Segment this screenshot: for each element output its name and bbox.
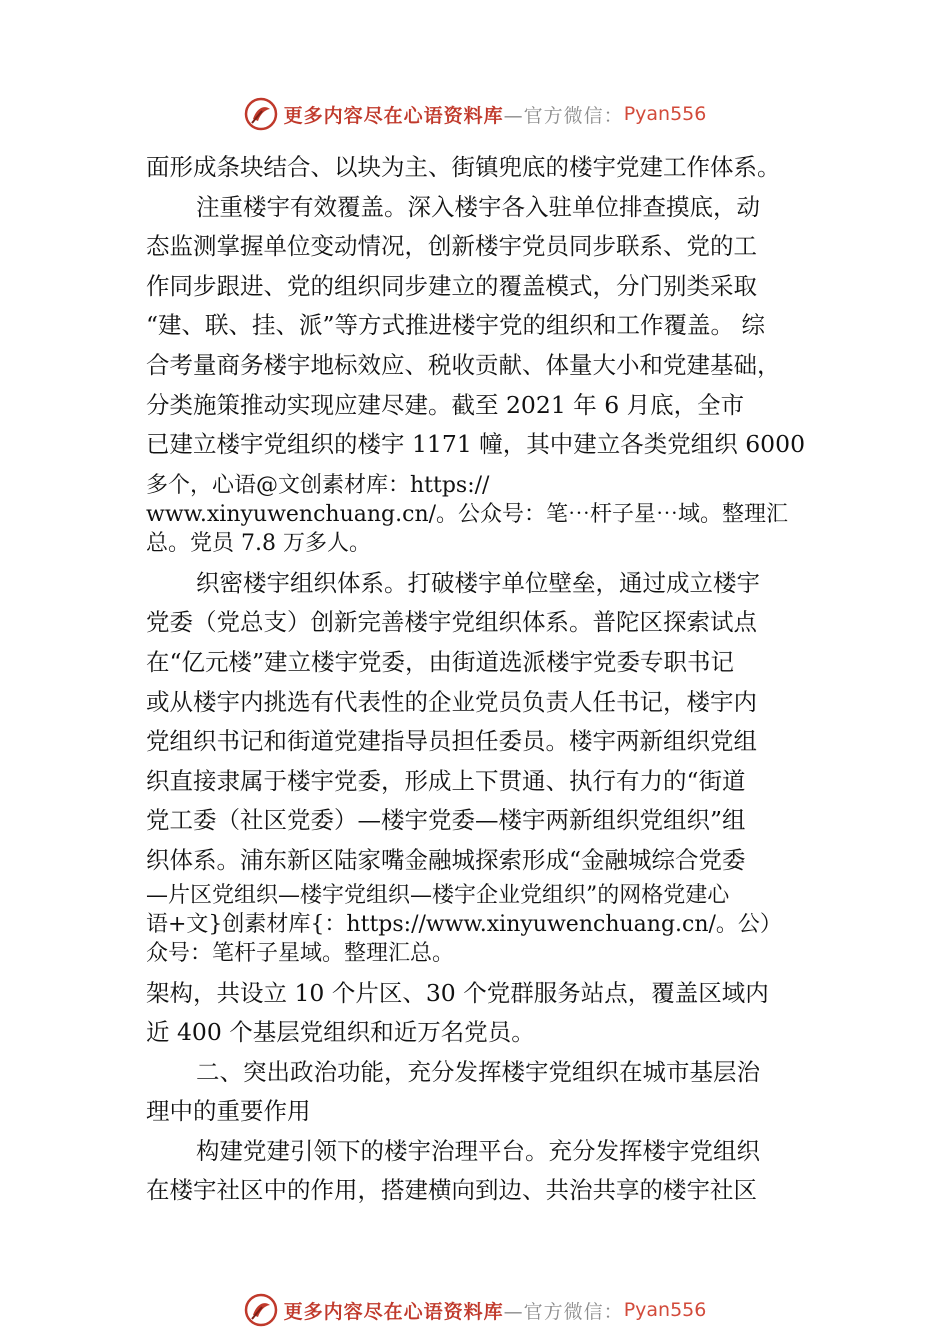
body-line: 合考量商务楼宇地标效应、税收贡献、体量大小和党建基础， [146,350,781,379]
header-wechat-id: Pyan556 [623,103,707,125]
body-line: 面形成条块结合、以块为主、街镇兜底的楼宇党建工作体系。 [146,153,781,181]
body-line: 总。党员 7.8 万多人。 [146,530,371,556]
footer-wechat-id: Pyan556 [623,1299,707,1321]
body-line: 作同步跟进、党的组织同步建立的覆盖模式，分门别类采取 [146,271,757,300]
body-line: 织直接隶属于楼宇党委，形成上下贯通、执行有力的“街道 [146,766,746,795]
header-brand-text: 更多内容尽在心语资料库 [283,104,504,127]
body-line: 党组织书记和街道党建指导员担任委员。楼宇两新组织党组 [146,727,757,756]
body-line: 已建立楼宇党组织的楼宇 1171 幢，其中建立各类党组织 6000 [146,430,806,459]
body-line: 态监测掌握单位变动情况，创新楼宇党员同步联系、党的工 [146,232,757,261]
brand-logo-icon [244,97,278,131]
body-line: 在“亿元楼”建立楼宇党委，由街道选派楼宇党委专职书记 [146,647,735,676]
paragraph-start-line: 构建党建引领下的楼宇治理平台。充分发挥楼宇党组织 [196,1136,760,1165]
body-line: 近 400 个基层党组织和近万名党员。 [146,1018,535,1047]
body-line: 在楼宇社区中的作用，搭建横向到边、共治共享的楼宇社区 [146,1176,757,1205]
footer-slogan-text: —官方微信： [503,1300,624,1323]
header-slogan-text: —官方微信： [503,104,624,127]
paragraph-start-line: 织密楼宇组织体系。打破楼宇单位壁垒，通过成立楼宇 [196,568,760,597]
section-heading-continued: 理中的重要作用 [146,1097,311,1126]
watermark-line: 语+文}创素材库{：https://www.xinyuwenchuang.cn/。公） [146,911,782,937]
footer-brand-text: 更多内容尽在心语资料库 [283,1300,504,1323]
document-body [146,148,836,1211]
paragraph-start-line: 注重楼宇有效覆盖。深入楼宇各入驻单位排查摸底，动 [196,192,760,221]
body-line: —片区党组织—楼宇党组织—楼宇企业党组织”的网格党建心 [146,882,730,908]
body-line: 党工委（社区党委）—楼宇党委—楼宇两新组织党组织”组 [146,806,746,835]
body-line: 分类施策推动实现应建尽建。截至 2021 年 6 月底，全市 [146,390,745,419]
body-line: 党委（党总支）创新完善楼宇党组织体系。普陀区探索试点 [146,608,757,637]
watermark-line: 多个，心语@文创素材库：https:// [146,472,490,498]
section-heading: 二、突出政治功能，充分发挥楼宇党组织在城市基层治 [196,1057,760,1086]
footer-watermark [0,1290,950,1330]
brand-logo-icon [244,1293,278,1327]
body-line: 架构，共设立 10 个片区、30 个党群服务站点，覆盖区域内 [146,978,769,1007]
body-line: “建、联、挂、派”等方式推进楼宇党的组织和工作覆盖。 综 [146,311,765,340]
header-watermark [0,94,950,134]
watermark-line: www.xinyuwenchuang.cn/。公众号：笔⋯杆子星⋯域。整理汇 [146,501,789,527]
body-line: 或从楼宇内挑选有代表性的企业党员负责人任书记，楼宇内 [146,687,757,716]
watermark-line: 众号：笔杆子星域。整理汇总。 [146,940,455,966]
body-line: 织体系。浦东新区陆家嘴金融城探索形成“金融城综合党委 [146,845,746,874]
